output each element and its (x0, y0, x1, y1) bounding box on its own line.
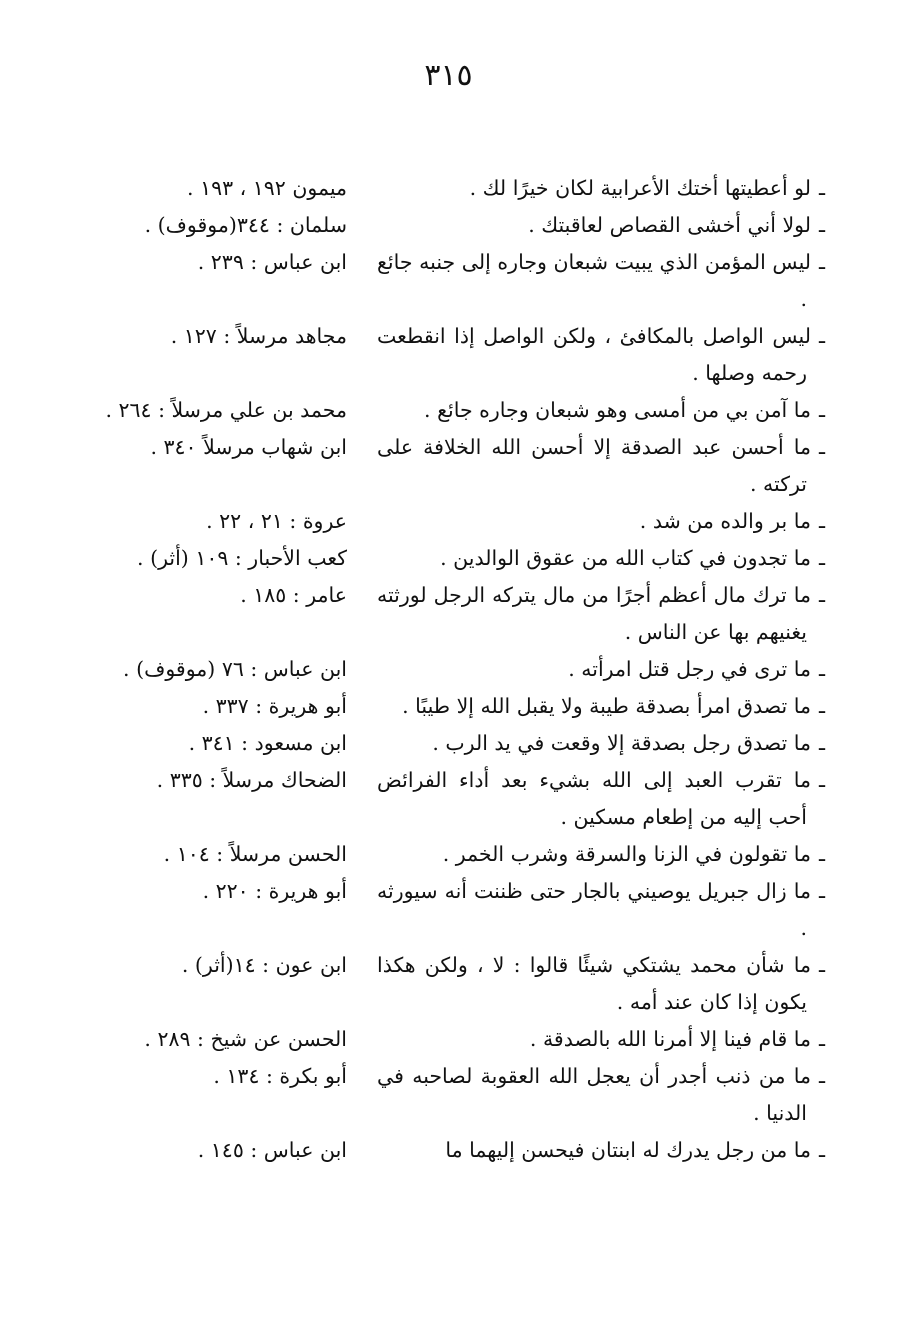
list-item (105, 392, 825, 429)
hadith-text-content: ما تصدق رجل بصدقة إلا وقعت في يد الرب . (432, 731, 811, 755)
entry-dash: ـ (818, 879, 825, 903)
hadith-source: أبو بكرة : ١٣٤ . (213, 1064, 347, 1088)
hadith-text-content: لولا أني أخشى القصاص لعاقبتك . (528, 213, 811, 237)
list-item (105, 170, 825, 207)
hadith-text (377, 170, 825, 207)
hadith-text (377, 577, 825, 651)
hadith-text-content: ليس المؤمن الذي يبيت شبعان وجاره إلى جنبه جائع . (377, 250, 811, 311)
entry-dash: ـ (818, 842, 825, 866)
hadith-text-content: ما تقولون في الزنا والسرقة وشرب الخمر . (442, 842, 811, 866)
list-item (105, 503, 825, 540)
entry-dash: ـ (818, 435, 825, 459)
hadith-source: الضحاك مرسلاً : ٣٣٥ . (156, 768, 347, 792)
hadith-source: الحسن عن شيخ : ٢٨٩ . (144, 1027, 347, 1051)
hadith-text-content: ما شأن محمد يشتكي شيئًا قالوا : لا ، ولكن هكذا يكون إذا كان عند أمه . (377, 953, 811, 1014)
hadith-source: ميمون ١٩٢ ، ١٩٣ . (187, 176, 347, 200)
hadith-source: ابن عباس : ٧٦ (موقوف) . (123, 657, 347, 681)
hadith-text (377, 207, 825, 244)
hadith-text-content: ما أحسن عبد الصدقة إلا أحسن الله الخلافة على تركته . (377, 435, 811, 496)
hadith-text-content: ليس الواصل بالمكافئ ، ولكن الواصل إذا انقطعت رحمه وصلها . (377, 324, 811, 385)
hadith-source: ابن عون : ١٤(أثر) . (181, 953, 347, 977)
hadith-text (377, 429, 825, 503)
hadith-text (377, 947, 825, 1021)
entry-dash: ـ (818, 1064, 825, 1088)
list-item (105, 1021, 825, 1058)
hadith-source: أبو هريرة : ٢٢٠ . (202, 879, 347, 903)
entry-dash: ـ (818, 546, 825, 570)
hadith-source: عامر : ١٨٥ . (240, 583, 347, 607)
list-item (105, 836, 825, 873)
entry-dash: ـ (818, 953, 825, 977)
list-item (105, 688, 825, 725)
list-item (105, 429, 825, 503)
list-item (105, 651, 825, 688)
hadith-text (377, 688, 825, 725)
hadith-text-content: ما تصدق امرأ بصدقة طيبة ولا يقبل الله إلا طيبًا . (402, 694, 811, 718)
list-item (105, 762, 825, 836)
hadith-source: ابن عباس : ٢٣٩ . (197, 250, 347, 274)
entry-dash: ـ (818, 768, 825, 792)
entry-dash: ـ (818, 657, 825, 681)
hadith-text-content: ما ترك مال أعظم أجرًا من مال يتركه الرجل لورثته يغنيهم بها عن الناس . (377, 583, 811, 644)
hadith-text (377, 1132, 825, 1169)
list-item (105, 207, 825, 244)
entry-dash: ـ (818, 250, 825, 274)
hadith-text-content: ما ترى في رجل قتل امرأته . (568, 657, 811, 681)
page-number: ٣١٥ (424, 58, 473, 93)
hadith-text-content: لو أعطيتها أختك الأعرابية لكان خيرًا لك . (469, 176, 811, 200)
list-item (105, 540, 825, 577)
hadith-text (377, 725, 825, 762)
hadith-text (377, 318, 825, 392)
hadith-text-content: ما من رجل يدرك له ابنتان فيحسن إليهما ما (445, 1138, 811, 1162)
hadith-source: ابن مسعود : ٣٤١ . (188, 731, 347, 755)
list-item (105, 947, 825, 1021)
entry-dash: ـ (818, 583, 825, 607)
list-item (105, 1058, 825, 1132)
hadith-text-content: ما قام فينا إلا أمرنا الله بالصدقة . (529, 1027, 811, 1051)
entry-dash: ـ (818, 1138, 825, 1162)
hadith-text (377, 762, 825, 836)
hadith-text-content: ما تقرب العبد إلى الله بشيء بعد أداء الفرائض أحب إليه من إطعام مسكين . (377, 768, 811, 829)
hadith-source: ابن عباس : ١٤٥ . (197, 1138, 347, 1162)
hadith-text-content: ما زال جبريل يوصيني بالجار حتى ظننت أنه سيورثه . (377, 879, 811, 940)
entry-dash: ـ (818, 509, 825, 533)
entry-dash: ـ (818, 1027, 825, 1051)
hadith-text-content: ما آمن بي من أمسى وهو شبعان وجاره جائع . (424, 398, 811, 422)
hadith-source: كعب الأحبار : ١٠٩ (أثر) . (137, 546, 347, 570)
entry-dash: ـ (818, 324, 825, 348)
hadith-text (377, 651, 825, 688)
hadith-source: سلمان : ٣٤٤(موقوف) . (144, 213, 347, 237)
hadith-source: عروة : ٢١ ، ٢٢ . (206, 509, 347, 533)
list-item (105, 725, 825, 762)
hadith-text-content: ما من ذنب أجدر أن يعجل الله العقوبة لصاحبه في الدنيا . (377, 1064, 811, 1125)
entry-dash: ـ (818, 398, 825, 422)
hadith-source: أبو هريرة : ٣٣٧ . (202, 694, 347, 718)
entry-dash: ـ (818, 731, 825, 755)
hadith-text (377, 836, 825, 873)
hadith-text-content: ما بر والده من شد . (639, 509, 811, 533)
list-item (105, 244, 825, 318)
list-item (105, 1132, 825, 1169)
hadith-text (377, 1021, 825, 1058)
entry-dash: ـ (818, 694, 825, 718)
hadith-text-content: ما تجدون في كتاب الله من عقوق الوالدين . (440, 546, 811, 570)
hadith-text (377, 244, 825, 318)
entry-dash: ـ (818, 176, 825, 200)
entry-dash: ـ (818, 213, 825, 237)
hadith-index-list (105, 170, 825, 1169)
hadith-text (377, 503, 825, 540)
hadith-source: محمد بن علي مرسلاً : ٢٦٤ . (105, 398, 347, 422)
hadith-source: الحسن مرسلاً : ١٠٤ . (163, 842, 347, 866)
list-item (105, 873, 825, 947)
hadith-text (377, 392, 825, 429)
list-item (105, 577, 825, 651)
hadith-text (377, 1058, 825, 1132)
hadith-source: مجاهد مرسلاً : ١٢٧ . (170, 324, 347, 348)
hadith-source: ابن شهاب مرسلاً ٣٤٠ . (150, 435, 347, 459)
hadith-text (377, 873, 825, 947)
hadith-text (377, 540, 825, 577)
list-item (105, 318, 825, 392)
